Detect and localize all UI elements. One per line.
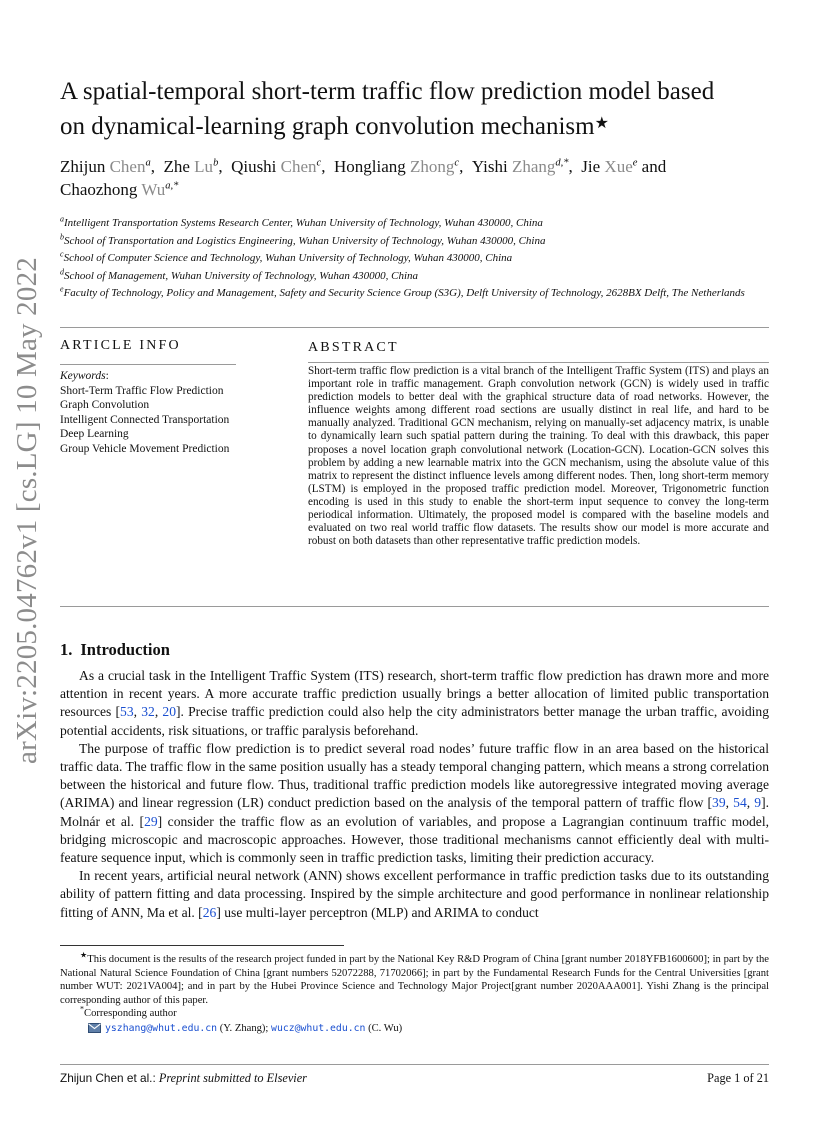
body-text-run: ] use multi-layer perceptron (MLP) and ARIMA to conduct <box>216 904 539 920</box>
section-title: Introduction <box>80 640 170 659</box>
citation-link[interactable]: 32 <box>141 704 155 720</box>
author-given-name: Zhijun <box>60 157 106 176</box>
keyword-item: Graph Convolution <box>60 399 150 411</box>
funding-text: This document is the results of the research project funded in part by the National Key R&D Program of China [grant number 2018YFB1600600]; in part by the National Natural Science Foundation of China [grant numbers 52072288, 71702066]; in part by the Fundamental Research Funds for the Central Universities [grant number WUT: 2021VA004]; and in part by the Hubei Province Science and Technology Major Project[grant number 2020AAA001]. Yishi Zhang is the principal corresponding author of this paper. <box>60 954 769 1006</box>
corresponding-footnote <box>60 1004 769 1021</box>
body-text-run: , <box>154 704 163 720</box>
author-affiliation-mark: e <box>632 157 638 169</box>
affiliation-label: a <box>60 214 64 224</box>
body-text-run: The purpose of traffic flow prediction is to predict several road nodes’ future traffic flow in an area based on the historical traffic data. The traffic flow in the same position usually has a steady temporal changing pattern, which means a strong correlation between the historical and future flow. Thus, traditional traffic prediction models like autoregressive integrated moving average (ARIMA) and linear regression (LR) conduct prediction based on the analysis of the temporal pattern of traffic flow [ <box>60 740 769 811</box>
affiliation-label: b <box>60 231 64 241</box>
body-text-run: ]. Molnár et al. [ <box>60 795 769 829</box>
body-text-run: , <box>133 704 142 720</box>
header-divider <box>60 327 769 328</box>
author-given-name: Chaozhong <box>60 180 138 199</box>
footer-authors: Zhijun Chen et al.: <box>60 1071 156 1085</box>
citation-link[interactable]: 39 <box>712 795 726 811</box>
email-line <box>60 1022 769 1038</box>
author-affiliation-mark: c <box>316 157 322 169</box>
corresponding-mark: * <box>80 1004 84 1014</box>
footer-journal: Preprint submitted to Elsevier <box>158 1071 307 1085</box>
author-given-name: Qiushi <box>231 157 277 176</box>
abstract-end-divider <box>60 606 769 607</box>
article-info-heading: ARTICLE INFO <box>60 338 181 353</box>
author-affiliation-mark: b <box>213 157 219 169</box>
affiliation-label: d <box>60 266 64 276</box>
body-text-run: ]. Precise traffic prediction could also help the city administrators better manage the urban traffic, avoiding potential accidents, risk situations, or traffic paralysis beforehand. <box>60 704 770 738</box>
author-given-name: Zhe <box>163 157 190 176</box>
author-surname[interactable]: Chen <box>109 157 146 176</box>
body-paragraph <box>60 867 769 922</box>
citation-link[interactable]: 9 <box>754 795 762 811</box>
body-text-run: , <box>725 795 734 811</box>
author-surname[interactable]: Zhong <box>410 157 455 176</box>
author-separator: , <box>568 157 582 176</box>
envelope-icon <box>88 1023 101 1038</box>
author-affiliation-mark: d,* <box>555 157 569 169</box>
introduction-body <box>60 667 769 922</box>
abstract-divider <box>308 362 769 363</box>
keyword-item: Intelligent Connected Transportation <box>60 413 230 426</box>
running-footer <box>60 1071 307 1086</box>
title-line-2: on dynamical-learning graph convolution mechanism <box>60 113 595 140</box>
citation-link[interactable]: 54 <box>733 795 747 811</box>
footnotes <box>60 950 769 1038</box>
citation-link[interactable]: 29 <box>144 813 158 829</box>
citation-link[interactable]: 20 <box>162 704 177 720</box>
arxiv-stamp <box>2 240 52 780</box>
email-link-zhang[interactable]: yszhang@whut.edu.cn <box>105 1022 218 1034</box>
article-info-divider <box>60 364 236 365</box>
author-affiliation-mark: a,* <box>165 180 179 192</box>
abstract-heading: ABSTRACT <box>308 340 399 355</box>
affiliation-text: School of Transportation and Logistics Engineering, Wuhan University of Technology, Wuhan 430000, China <box>64 234 546 247</box>
affiliations <box>60 216 772 304</box>
body-text-run: As a crucial task in the Intelligent Traffic System (ITS) research, short-term traffic flow prediction has drawn more and more attention in recent years. A more accurate traffic prediction usually brings a better allocation of limited public transportation resources [ <box>60 668 769 720</box>
affiliation-text: Faculty of Technology, Policy and Management, Safety and Security Science Group (S3G), Delft University of Technology, 2628BX Delft, The Netherlands <box>63 287 745 299</box>
author-surname[interactable]: Xue <box>604 157 633 176</box>
author-surname[interactable]: Wu <box>141 180 166 199</box>
paper-title <box>60 74 780 144</box>
abstract-text: Short-term traffic flow prediction is a vital branch of the Intelligent Traffic System (ITS) and plays an important role in traffic management. Graph convolution network (GCN) is widely used in traffic prediction models to better deal with the graphical structure data of road networks. However, the influence weights among different road sections are usually distinct in real life, and hard to be manually analyzed. Traditional GCN mechanism, relying on manually-set adjacency matrix, is unable to dynamically learn such spatial pattern during the training. To deal with this drawback, this paper proposes a novel location graph convolutional network (Location-GCN). Location-GCN solves this problem by adding a new learnable matrix into the GCN mechanism, using the absolute value of this matrix to represent the distinct influence levels among different nodes. Then, long short-term memory (LSTM) is employed in the proposed traffic prediction model. Moreover, Trigonometric function encoding is used in this study to enable the short-term input sequence to convey the long-term periodical information. Ultimately, the proposed model is compared with the baseline models and evaluated on two real world traffic flow datasets. The results show our model is more accurate and robust on both datasets than other representative traffic prediction models. <box>308 365 769 548</box>
footnote-rule <box>60 945 344 946</box>
author-given-name: Yishi <box>471 157 508 176</box>
citation-link[interactable]: 26 <box>202 904 217 920</box>
author-affiliation-mark: c <box>454 157 460 169</box>
author-separator: , <box>218 157 232 176</box>
body-paragraph <box>60 667 769 740</box>
author-separator: , <box>150 157 164 176</box>
body-paragraph <box>60 740 769 867</box>
corresponding-text: Corresponding author <box>84 1008 177 1020</box>
affiliation-item <box>60 266 772 284</box>
citation-link[interactable]: 53 <box>120 704 134 720</box>
affiliation-label: e <box>60 284 64 294</box>
email-owner-wu: (C. Wu) <box>368 1022 403 1034</box>
keywords-block: Keywords: Short-Term Traffic Flow Prediction Graph Convolution Intelligent Connected Transportation Deep Learning Group Vehicle Movement Prediction <box>60 369 290 456</box>
keywords-list <box>60 384 290 457</box>
author-surname[interactable]: Chen <box>280 157 317 176</box>
footer-divider <box>60 1064 769 1065</box>
funding-mark: ★ <box>80 950 88 960</box>
keyword-item: Short-Term Traffic Flow Prediction <box>60 384 224 397</box>
email-owner-zhang: (Y. Zhang); <box>219 1022 269 1034</box>
section-heading-introduction <box>60 640 170 660</box>
author-given-name: Hongliang <box>333 157 406 176</box>
author-surname[interactable]: Zhang <box>511 157 556 176</box>
author-separator: , <box>321 157 334 176</box>
body-text-run: In recent years, artificial neural network (ANN) shows excellent performance in traffic prediction tasks due to its outstanding ability of pattern fitting and data processing. Inspired by the simple architecture and good performance in nonlinear relationship fitting of ANN, Ma et al. [ <box>60 868 769 920</box>
funding-footnote <box>60 950 769 1007</box>
affiliation-text: School of Management, Wuhan University of Technology, Wuhan 430000, China <box>64 269 419 282</box>
affiliation-item <box>60 251 772 266</box>
author-surname[interactable]: Lu <box>194 157 214 176</box>
section-number: 1. <box>60 640 73 659</box>
affiliation-text: School of Computer Science and Technology, Wuhan University of Technology, Wuhan 430000, China <box>63 252 513 264</box>
affiliation-item <box>60 286 772 301</box>
affiliation-item <box>60 216 772 231</box>
author-separator: and <box>637 157 667 176</box>
author-given-name: Jie <box>581 157 601 176</box>
email-link-wu[interactable]: wucz@whut.edu.cn <box>271 1022 366 1034</box>
body-text-run: , <box>746 795 755 811</box>
keyword-item: Deep Learning <box>60 428 129 440</box>
author-list <box>60 155 780 201</box>
keywords-label: Keywords <box>60 370 106 382</box>
keyword-item: Group Vehicle Movement Prediction <box>60 442 230 455</box>
affiliation-text: Intelligent Transportation Systems Research Center, Wuhan University of Technology, Wuhan 430000, China <box>64 217 543 229</box>
affiliation-label: c <box>60 249 64 259</box>
page-number: Page 1 of 21 <box>707 1071 769 1085</box>
body-text-run: ] consider the traffic flow as an evolution of variables, and propose a Lagrangian continuum traffic model, bridging microscopic and macroscopic approaches. However, those traditional mechanisms cannot efficiently deal with multi-feature sequence input, which is commonly seen in traffic prediction tasks, limiting their prediction accuracy. <box>60 813 770 866</box>
title-star-mark: ★ <box>594 115 609 132</box>
author-affiliation-mark: a <box>145 157 151 169</box>
title-line-1: A spatial-temporal short-term traffic flow prediction model based <box>60 78 715 105</box>
affiliation-item <box>60 231 772 249</box>
arxiv-stamp-text: arXiv:2205.04762v1 [cs.LG] 10 May 2022 <box>10 256 43 764</box>
author-separator: , <box>459 157 472 176</box>
